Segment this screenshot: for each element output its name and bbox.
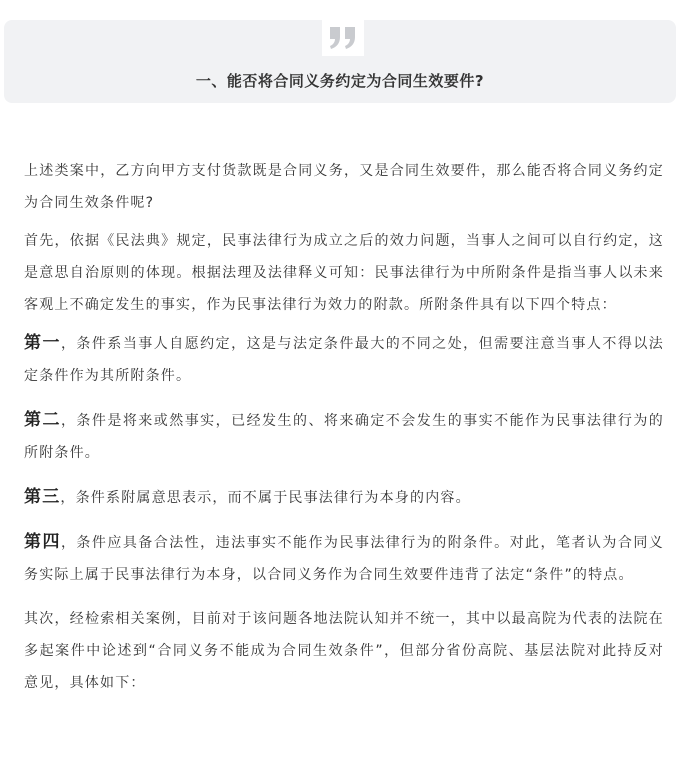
paragraph-text: ，条件是将来或然事实，已经发生的、将来确定不会发生的事实不能作为民事法律行为的所附条件。 <box>24 413 664 461</box>
paragraph-condition-4 <box>24 526 664 591</box>
paragraph-intro <box>24 155 664 219</box>
paragraph-condition-3 <box>24 481 664 514</box>
section-heading-card <box>4 20 676 103</box>
article-body <box>24 155 664 699</box>
paragraph-lead: 第一 <box>24 333 61 353</box>
paragraph-condition-1 <box>24 327 664 392</box>
paragraph-text: 上述类案中，乙方向甲方支付货款既是合同义务，又是合同生效要件，那么能否将合同义务约定为合同生效条件呢? <box>24 163 664 211</box>
section-heading: 一、能否将合同义务约定为合同生效要件? <box>195 72 485 90</box>
paragraph-text: ，条件应具备合法性，违法事实不能作为民事法律行为的附条件。对此，笔者认为合同义务实际上属于民事法律行为本身，以合同义务作为合同生效要件违背了法定“条件”的特点。 <box>24 535 664 583</box>
paragraph-text: 首先，依据《民法典》规定，民事法律行为成立之后的效力问题，当事人之间可以自行约定，这是意思自治原则的体现。根据法理及法律释义可知：民事法律行为中所附条件是指当事人以未来客观上不确定发生的事实，作为民事法律行为效力的附款。所附条件具有以下四个特点： <box>24 233 664 313</box>
paragraph-lead: 第三 <box>24 487 61 507</box>
paragraph-second-point <box>24 603 664 699</box>
paragraph-lead: 第二 <box>24 410 61 430</box>
paragraph-text: 其次，经检索相关案例，目前对于该问题各地法院认知并不统一，其中以最高院为代表的法院在多起案件中论述到“合同义务不能成为合同生效条件”，但部分省份高院、基层法院对此持反对意见，具体如下： <box>24 611 664 691</box>
paragraph-text: ，条件系附属意思表示，而不属于民事法律行为本身的内容。 <box>60 490 471 506</box>
paragraph-lead: 第四 <box>24 532 61 552</box>
paragraph-condition-2 <box>24 404 664 469</box>
quote-icon <box>322 20 364 56</box>
paragraph-first-point <box>24 225 664 321</box>
paragraph-text: ，条件系当事人自愿约定，这是与法定条件最大的不同之处，但需要注意当事人不得以法定条件作为其所附条件。 <box>24 336 664 384</box>
